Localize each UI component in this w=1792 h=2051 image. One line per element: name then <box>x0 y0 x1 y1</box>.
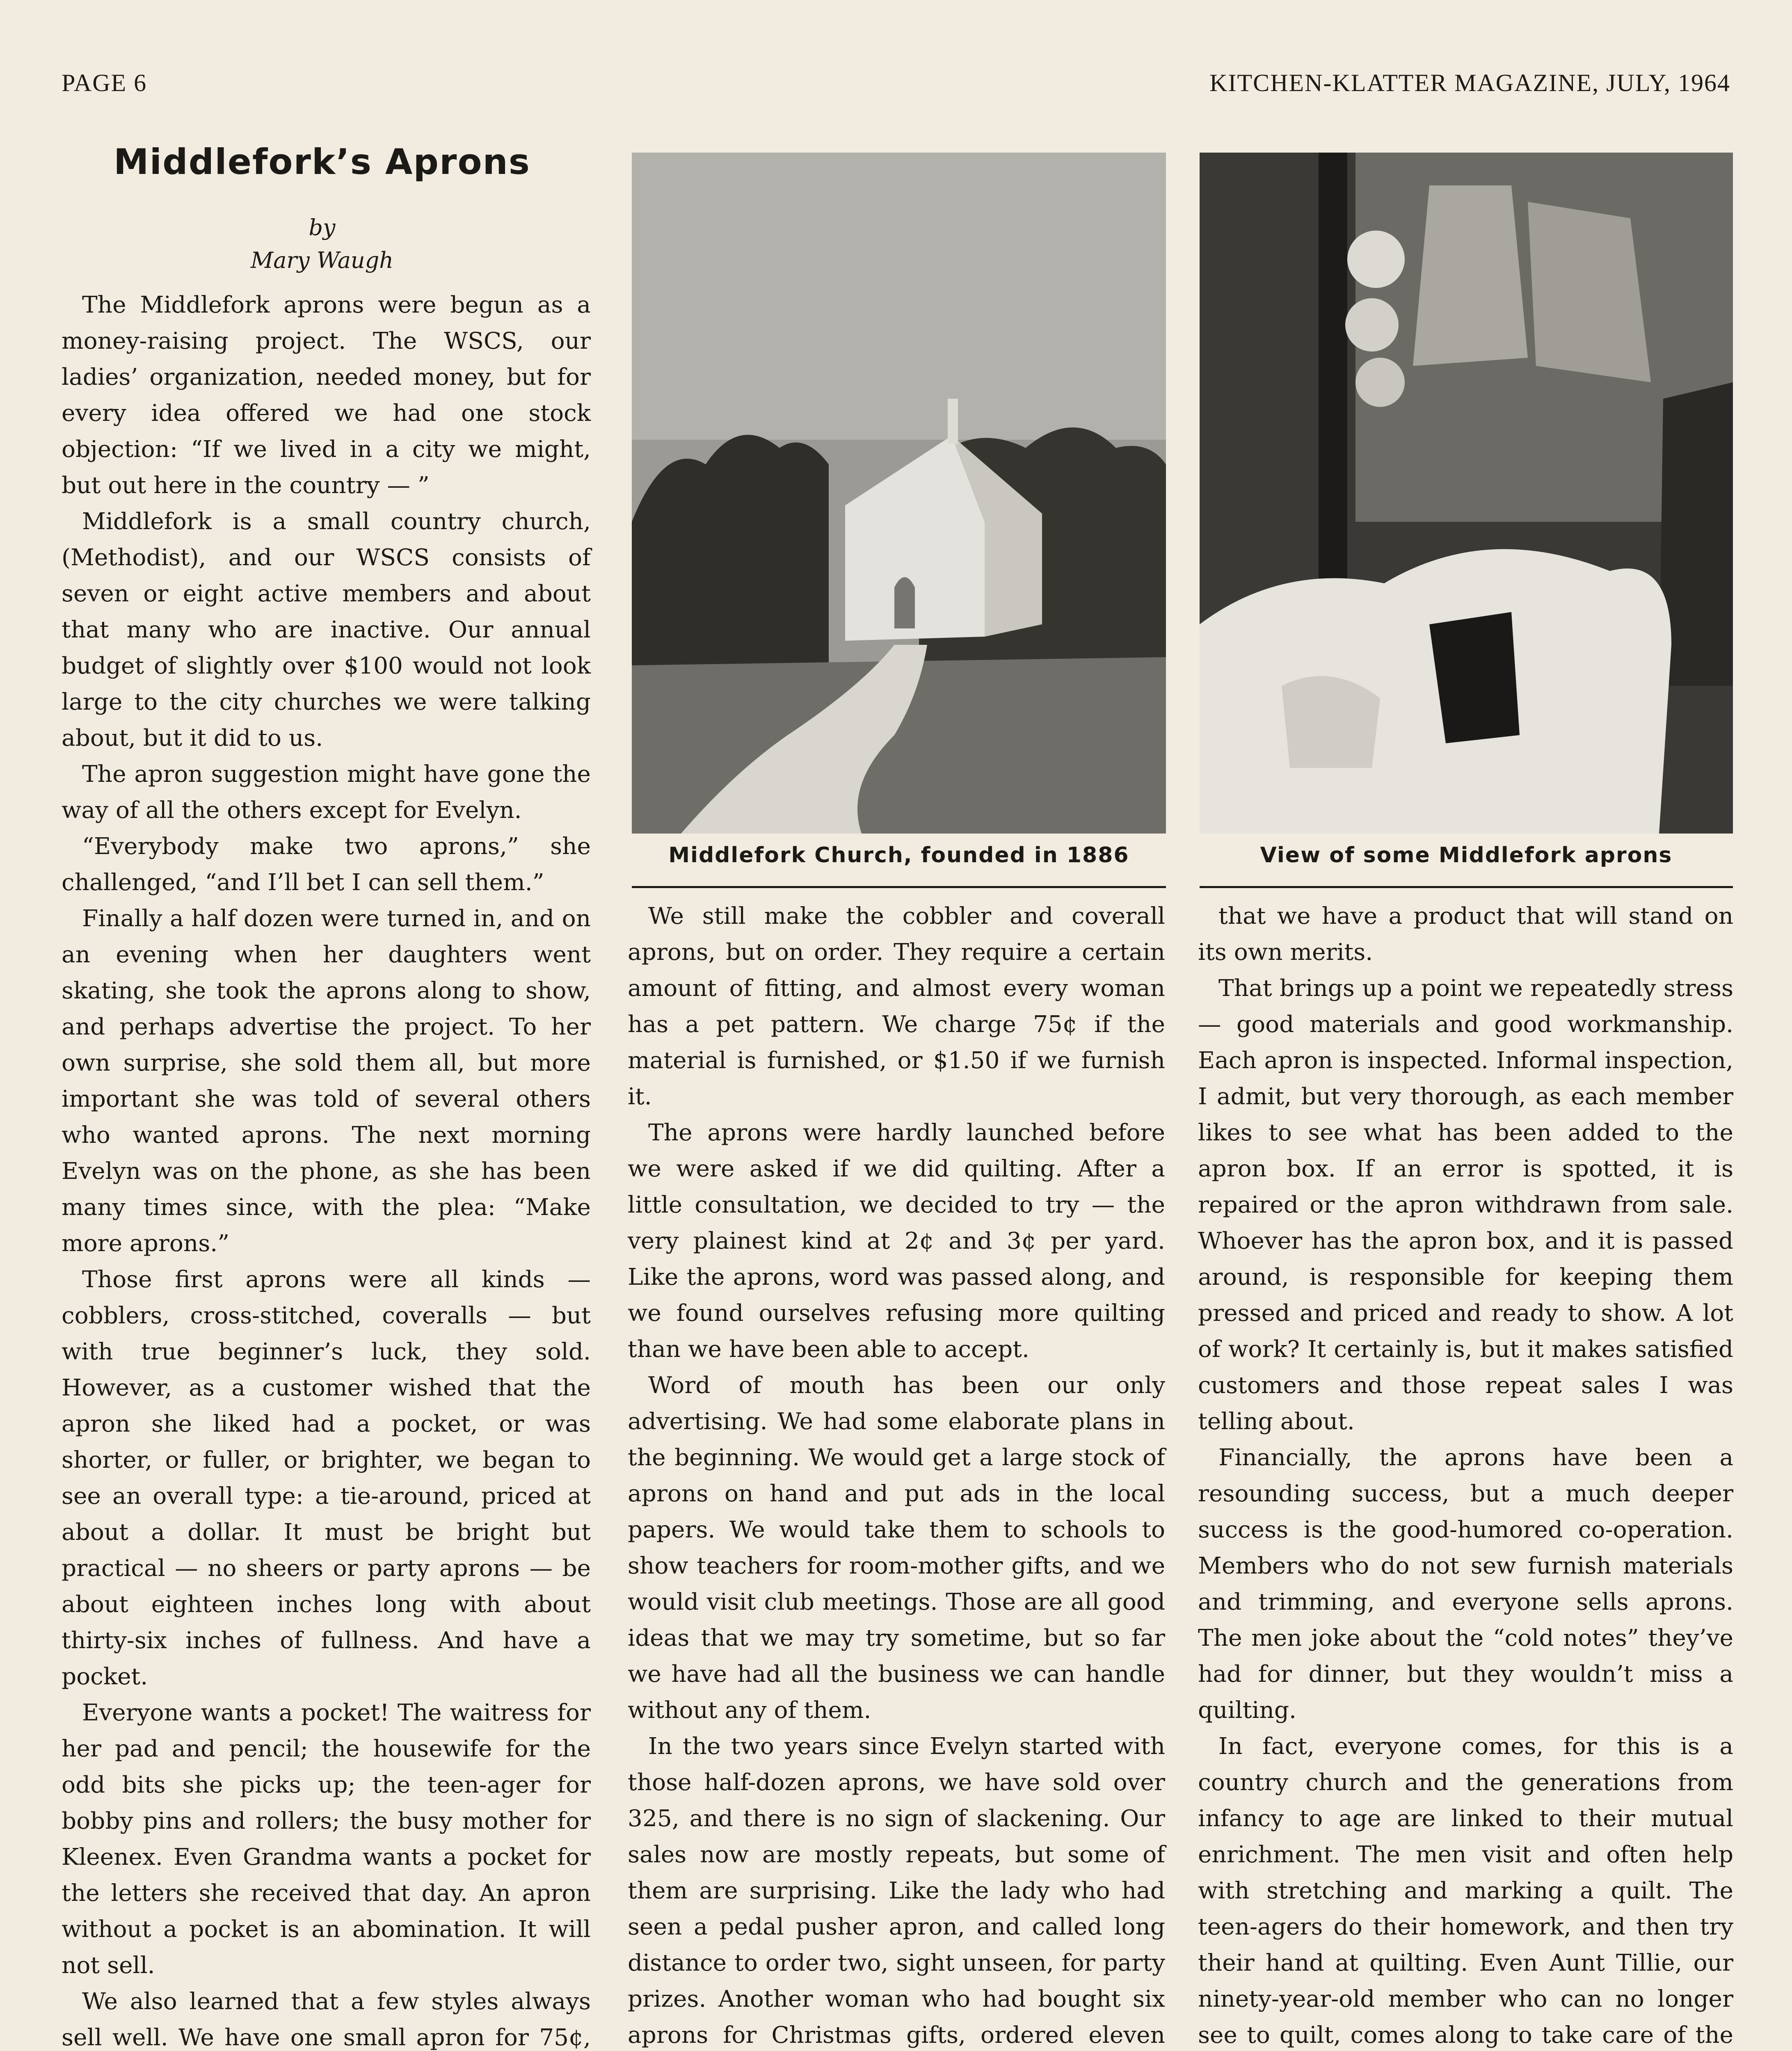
paragraph: We also learned that a few styles always sell well. We have one small apron for 75¢, <box>62 1988 591 2051</box>
paragraph: The apron suggestion might have gone the way of all the others except for Evelyn. <box>62 761 591 824</box>
paragraph: that we have a product that will stand on its own merits. <box>1198 903 1733 966</box>
paragraph: That brings up a point we repeatedly stress — good materials and good workmanship. Each apron is inspected. Informal inspection, I admit, but very thorough, as each member likes to see what has been added to the apron box. If an error is spotted, it is repaired or the apron withdrawn from sale. Whoever has the apron box, and it is passed around, is responsible for keeping them pressed and priced and ready to show. A lot of work? It certainly is, but it makes satisfied customers and those repeat sales I was telling about. <box>1198 975 1733 1435</box>
page-header <box>62 69 1730 102</box>
paragraph: In fact, everyone comes, for this is a country church and the generations from infancy to age are linked to their mutual enrichment. The men visit and often help with stretching and marking a quilt. The teen-agers do their homework, and then try their hand at quilting. Even Aunt Tillie, our ninety-year-old member who can no longer see to quilt, comes along to take care of the <box>1198 1733 1733 2049</box>
byline-by: by <box>309 215 336 240</box>
page-number: PAGE 6 <box>62 69 147 96</box>
paragraph: The Middlefork aprons were begun as a money-raising project. The WSCS, our ladies’ organization, needed money, but for every idea offered we had one stock objection: “If we lived in a city we might, but out here in the country — ” <box>62 292 591 499</box>
aprons-photo <box>1200 153 1733 834</box>
paragraph: The aprons were hardly launched before we were asked if we did quilting. After a little consultation, we decided to try — the very plainest kind at 2¢ and 3¢ per yard. Like the aprons, word was passed along, and we found ourselves refusing more quilting than we have been able to accept. <box>628 1119 1165 1363</box>
paragraph: Everyone wants a pocket! The waitress for her pad and pencil; the housewife for the odd bits she picks up; the teen-ager for bobby pins and rollers; the busy mother for Kleenex. Even Grandma wants a pocket for the letters she received that day. An apron without a pocket is an abomination. It will not sell. <box>62 1699 591 1979</box>
paragraph: Those first aprons were all kinds — cobblers, cross-stitched, coveralls — but with true beginner’s luck, they sold. However, as a customer wished that the apron she liked had a pocket, or was shorter, or fuller, or brighter, we began to see an overall type: a tie-around, priced at about a dollar. It must be bright but practical — no sheers or party aprons — be about eighteen inches long with about thirty-six inches of fullness. And have a pocket. <box>62 1266 591 1690</box>
caption-divider <box>1200 886 1733 888</box>
paragraph: Finally a half dozen were turned in, and on an evening when her daughters went skating, she took the aprons along to show, and perhaps advertise the project. To her own surprise, she sold them all, but more important she was told of several others who wanted aprons. The next morning Evelyn was on the phone, as she has been many times since, with the plea: “Make more aprons.” <box>62 905 591 1257</box>
paragraph: Financially, the aprons have been a resounding success, but a much deeper success is the good-humored co-operation. Members who do not sew furnish materials and trimming, and everyone sells aprons. The men joke about the “cold notes” they’ve had for dinner, but they wouldn’t miss a quilting. <box>1198 1444 1733 1724</box>
magazine-masthead: KITCHEN-KLATTER MAGAZINE, JULY, 1964 <box>1209 69 1730 96</box>
column-1 <box>62 287 591 2051</box>
article-title: Middlefork’s Aprons <box>114 142 530 183</box>
column-2 <box>628 898 1165 2051</box>
column-3 <box>1198 898 1733 2051</box>
paragraph: Word of mouth has been our only advertising. We had some elaborate plans in the beginning. We would get a large stock of aprons on hand and put ads in the local papers. We would take them to schools to show teachers for room-mother gifts, and we would visit club meetings. Those are all good ideas that we may try sometime, but so far we have had all the business we can handle without any of them. <box>628 1372 1165 1724</box>
paragraph: In the two years since Evelyn started with those half-dozen aprons, we have sold over 325, and there is no sign of slackening. Our sales now are mostly repeats, but some of them are surprising. Like the lady who had seen a pedal pusher apron, and called long distance to order two, sight unseen, for party prizes. Another woman who had bought six aprons for Christmas gifts, ordered eleven <box>628 1733 1165 2049</box>
aprons-photo-caption: View of some Middlefork aprons <box>1260 843 1673 868</box>
paragraph: We still make the cobbler and coverall aprons, but on order. They require a certain amount of fitting, and almost every woman has a pet pattern. We charge 75¢ if the material is furnished, or $1.50 if we furnish it. <box>628 903 1165 1110</box>
byline-author: Mary Waugh <box>250 247 394 273</box>
church-photo-caption: Middlefork Church, founded in 1886 <box>668 843 1129 868</box>
byline <box>66 211 578 277</box>
paragraph: Middlefork is a small country church, (Methodist), and our WSCS consists of seven or eight active members and about that many who are inactive. Our annual budget of slightly over $100 would not look large to the city churches we were talking about, but it did to us. <box>62 508 591 751</box>
aprons-photo-image <box>1200 153 1733 834</box>
church-photo-image <box>632 153 1166 834</box>
paragraph: “Everybody make two aprons,” she challenged, “and I’ll bet I can sell them.” <box>62 833 591 896</box>
caption-divider <box>632 886 1166 888</box>
church-photo <box>632 153 1166 834</box>
